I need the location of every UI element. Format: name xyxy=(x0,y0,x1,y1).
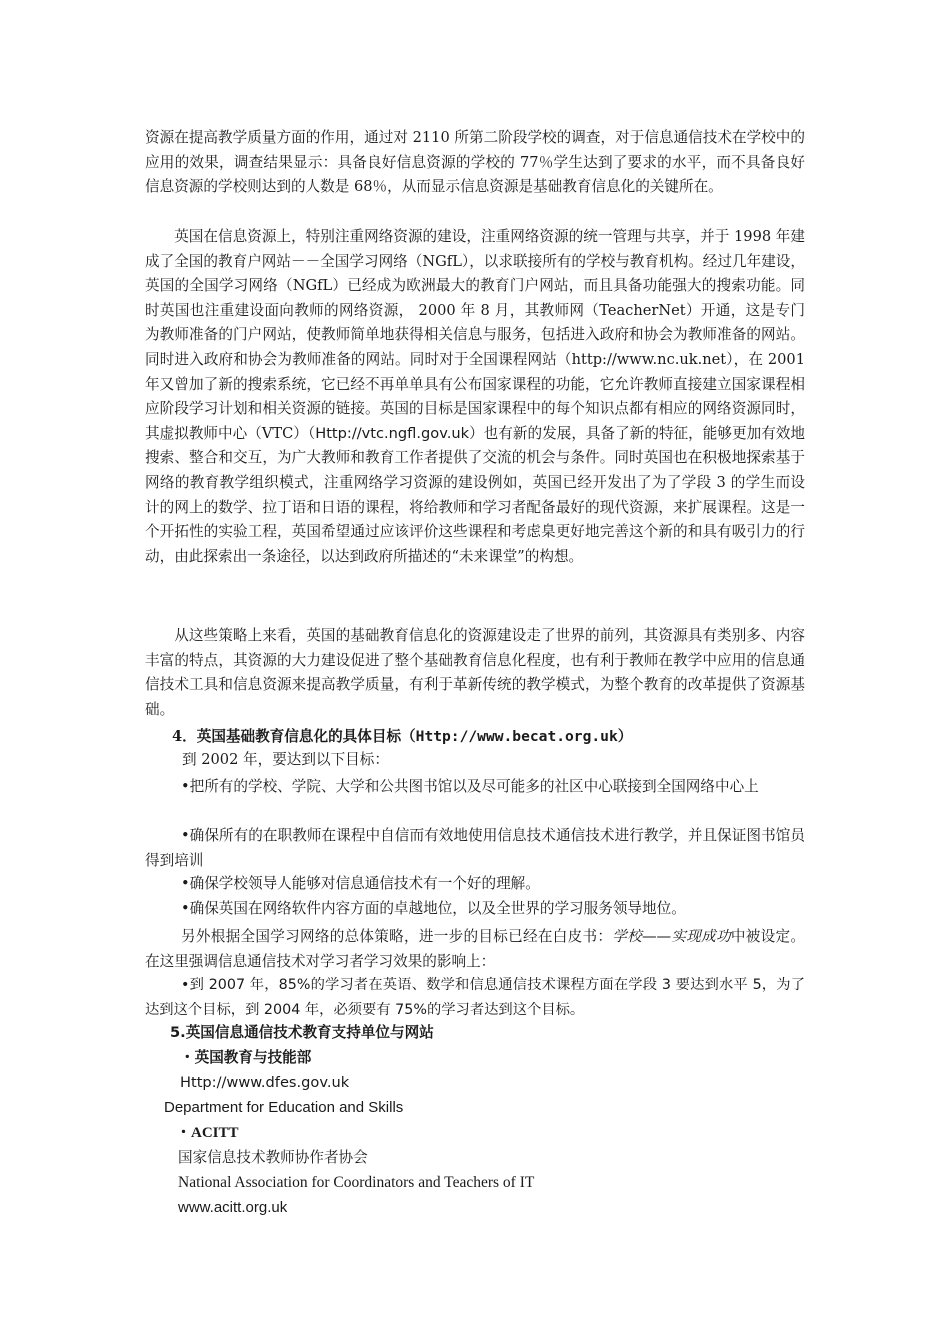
org-acitt-english-name: National Association for Coordinators and Teachers of IT xyxy=(178,1174,535,1191)
section-heading-5: 5.英国信息通信技术教育支持单位与网站 xyxy=(170,1024,434,1041)
section-heading-4 xyxy=(172,726,632,748)
paragraph-resources-survey: 资源在提高教学质量方面的作用，通过对 2110 所第二阶段学校的调查，对于信息通信技术在学校中的应用的效果，调查结果显示：具备良好信息资源的学校的 77％学生达到了要求的水平，而不具备良好信息资源的学校则达到的人数是 68％，从而显示信息资源是基础教育信息化的关键所在。 xyxy=(145,129,805,196)
goal-bullet-1: •把所有的学校、学院、大学和公共图书馆以及尽可能多的社区中心联接到全国网络中心上 xyxy=(181,778,759,795)
org-acitt-name: ・ACITT xyxy=(176,1125,239,1141)
paragraph-network-resources xyxy=(145,225,805,569)
section-heading-4-close: ） xyxy=(617,728,633,745)
goal-bullet-4: •确保英国在网络软件内容方面的卓越地位，以及全世界的学习服务领导地位。 xyxy=(181,900,686,917)
org-dfes-name: ・英国教育与技能部 xyxy=(180,1049,312,1066)
org-dfes-url: Http://www.dfes.gov.uk xyxy=(180,1074,350,1091)
goal-bullet-5: •到 2007 年，85%的学习者在英语、数学和信息通信技术课程方面在学段 3 要达到水平 5，为了达到这个目标，到 2004 年，必须要有 75%的学习者达到这个目标。 xyxy=(145,977,805,1018)
goal-bullet-2: •确保所有的在职教师在课程中自信而有效地使用信息技术通信技术进行教学，并且保证图书馆员得到培训 xyxy=(145,827,805,869)
becat-url: Http://www.becat.org.uk xyxy=(415,728,618,745)
vtc-url: Http://vtc.ngfl.gov.uk xyxy=(315,424,470,442)
goal-bullet-3: •确保学校领导人能够对信息通信技术有一个好的理解。 xyxy=(181,875,540,892)
org-acitt-url: www.acitt.org.uk xyxy=(178,1199,288,1216)
goal-intro: 到 2002 年，要达到以下目标： xyxy=(182,751,389,768)
paragraph-network-resources-part2: ）也有新的发展，具备了新的特征，能够更加有效地搜索、整合和交互，为广大教师和教育工作者提供了交流的机会与条件。同时英国也在积极地探索基于网络的教育教学组织模式，注重网络学习资源的建设例如，英国已经开发出了为了学段 3 的学生而设计的网上的数学、拉丁语和日语的课程，将给教师和学习者配备最好的现代资源，来扩展课程。这是一个开拓性的实验工程，英国希望通过应该评价这些课程和考虑臬更好地完善这个新的和具有吸引力的行动，由此探索出一条途径，以达到政府所描述的“未来课堂”的构想。 xyxy=(145,424,805,565)
section-heading-4-text: 4．英国基础教育信息化的具体目标（ xyxy=(172,728,416,745)
paragraph-white-paper-part2: 中被设定。在这里强调信息通信技术对学习者学习效果的影响上： xyxy=(145,928,805,970)
paragraph-white-paper-part1: 另外根据全国学习网络的总体策略，进一步的目标已经在白皮书： xyxy=(181,928,613,945)
org-dfes-english-name: Department for Education and Skills xyxy=(164,1099,404,1116)
white-paper-title: 学校——实现成功 xyxy=(612,928,731,945)
paragraph-strategy-summary: 从这些策略上来看，英国的基础教育信息化的资源建设走了世界的前列，其资源具有类别多、内容丰富的特点，其资源的大力建设促进了整个基础教育信息化程度，也有利于教师在教学中应用的信息通信技术工具和信息资源来提高教学质量，有利于革新传统的教学模式，为整个教育的改革提供了资源基础。 xyxy=(145,627,805,718)
org-acitt-chinese-name: 国家信息技术教师协作者协会 xyxy=(178,1149,368,1166)
paragraph-network-resources-part1: 英国在信息资源上，特别注重网络资源的建设，注重网络资源的统一管理与共享，并于 1998 年建成了全国的教育户网站－－全国学习网络（NGfL），以求联接所有的学校与教育机构。经过几年建设，英国的全国学习网络（NGfL）已经成为欧洲最大的教育门户网站，而且具备功能强大的搜索功能。同时英国也注重建设面向教师的网络资源， 2000 年 8 月，其教师网（TeacherNet）开通，这是专门为教师准备的门户网站，使教师简单地获得相关信息与服务，包括进入政府和协会为教师准备的网站。同时进入政府和协会为教师准备的网站。同时对于全国课程网站（http://www.nc.uk.net），在 2001 年又曾加了新的搜索系统，它已经不再单单具有公布国家课程的功能，它允许教师直接建立国家课程相应阶段学习计划和相关资源的链接。英国的目标是国家课程中的每个知识点都有相应的网络资源同时，其虚拟教师中心（VTC）（ xyxy=(145,228,805,442)
paragraph-white-paper xyxy=(145,924,805,974)
